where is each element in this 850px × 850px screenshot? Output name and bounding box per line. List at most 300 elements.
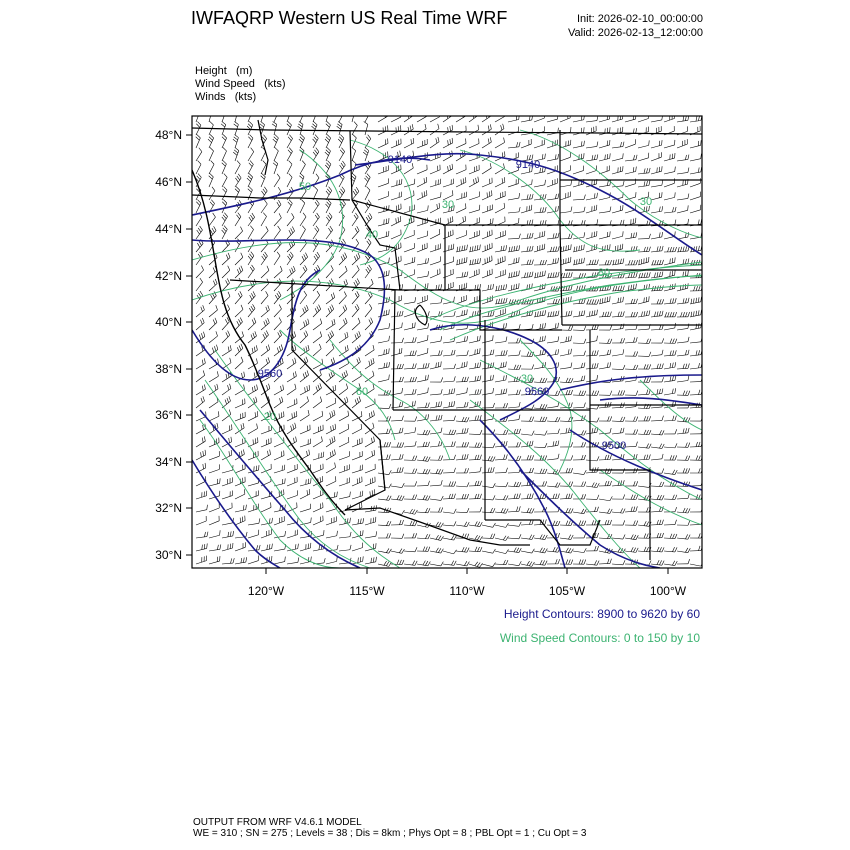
wind-barb xyxy=(599,180,611,187)
wind-barb xyxy=(247,122,253,135)
wind-barb xyxy=(235,161,240,174)
wind-barb xyxy=(456,230,466,239)
wind-barb xyxy=(274,516,284,525)
wind-barb xyxy=(248,530,259,538)
wind-barb xyxy=(469,269,479,278)
wind-barb xyxy=(430,152,440,161)
wind-barb xyxy=(261,173,266,187)
wind-barb xyxy=(677,494,689,499)
wind-barb xyxy=(508,338,521,343)
wind-barb xyxy=(261,252,267,265)
wind-barb xyxy=(651,166,662,174)
wind-barb xyxy=(365,477,375,486)
wind-barb xyxy=(547,454,559,460)
height-contour-label: 9140 xyxy=(515,159,541,171)
wind-barb xyxy=(300,161,305,174)
wind-barb xyxy=(235,174,241,187)
wind-barb xyxy=(313,148,319,161)
wind-barb xyxy=(690,192,701,200)
wind-barb xyxy=(690,286,703,291)
wind-barb xyxy=(651,520,663,525)
wind-barb xyxy=(469,336,480,343)
wind-barb xyxy=(391,467,403,473)
wind-barb xyxy=(196,556,207,564)
wind-barb xyxy=(651,272,663,278)
wind-barb xyxy=(404,533,417,538)
wind-barb xyxy=(235,516,245,525)
wind-barb xyxy=(560,244,571,252)
wind-barb xyxy=(664,547,677,552)
wind-barb xyxy=(235,412,245,421)
wind-barb xyxy=(287,279,295,291)
wind-barb xyxy=(638,153,649,161)
wind-barb xyxy=(599,496,612,500)
wind-barb xyxy=(651,246,663,252)
wind-barb xyxy=(443,468,456,473)
wind-barb xyxy=(625,429,638,434)
wind-barb xyxy=(235,305,243,317)
wind-barb xyxy=(677,139,687,148)
wind-barb xyxy=(443,494,455,499)
wind-barb xyxy=(625,139,635,148)
wind-barb xyxy=(274,345,283,356)
wind-barb xyxy=(350,109,355,122)
wind-barb xyxy=(469,467,481,473)
wind-barb xyxy=(560,207,572,213)
wind-barb xyxy=(235,266,243,278)
wind-barb xyxy=(677,508,690,513)
wind-barb xyxy=(482,190,492,200)
wind-barb xyxy=(287,292,295,304)
wind-barb xyxy=(690,481,703,486)
wind-barb xyxy=(508,245,520,252)
wind-barb xyxy=(482,243,492,252)
wind-barb xyxy=(248,478,259,486)
wind-barb xyxy=(690,363,702,369)
wind-barb xyxy=(482,375,494,382)
wind-barb xyxy=(417,205,428,213)
wind-barb xyxy=(612,468,625,473)
wind-barb xyxy=(222,317,229,330)
wind-barb xyxy=(365,109,370,122)
wind-barb xyxy=(352,451,362,460)
wind-barb xyxy=(547,246,559,252)
wind-barb xyxy=(404,417,417,422)
wind-barb xyxy=(378,348,389,356)
wind-barb xyxy=(352,122,357,135)
wind-barb xyxy=(300,385,310,395)
wind-barb xyxy=(456,361,467,369)
wind-barb xyxy=(638,296,649,304)
wind-barb xyxy=(482,269,492,278)
wind-barb xyxy=(560,349,571,356)
footer-line-model: OUTPUT FROM WRF V4.6.1 MODEL xyxy=(193,817,362,828)
lat-label: 46°N xyxy=(155,175,182,189)
wind-barb xyxy=(274,544,286,551)
wind-barb xyxy=(560,535,573,540)
wind-barb xyxy=(287,411,297,421)
wind-barb xyxy=(430,137,439,148)
wind-barb xyxy=(430,298,442,304)
wind-barb xyxy=(495,430,508,435)
wind-barb xyxy=(417,335,428,343)
wind-barb xyxy=(222,531,234,538)
wind-barb xyxy=(612,417,625,422)
wind-barb xyxy=(352,477,362,486)
wind-barb xyxy=(352,304,359,317)
wind-barb xyxy=(651,350,663,356)
wind-barb xyxy=(404,521,417,526)
wind-barb xyxy=(300,253,308,265)
wind-barb xyxy=(391,454,403,460)
wind-barb xyxy=(430,269,440,278)
wind-barb xyxy=(521,179,532,187)
wind-barb xyxy=(625,260,638,265)
wind-barb xyxy=(690,350,702,356)
wind-barb xyxy=(391,549,404,554)
wind-barb xyxy=(222,200,227,213)
wind-barb xyxy=(456,428,468,434)
wind-barb xyxy=(495,230,505,239)
wind-barb xyxy=(599,114,610,122)
wind-barb xyxy=(339,492,350,499)
wind-barb xyxy=(651,430,664,435)
wind-barb xyxy=(638,454,650,460)
wind-barb xyxy=(339,464,349,473)
wind-barb xyxy=(261,200,267,213)
wind-barb xyxy=(209,451,219,460)
wind-barb xyxy=(300,396,309,408)
wind-barb xyxy=(339,187,345,200)
wind-barb xyxy=(443,364,456,369)
wind-barb xyxy=(248,213,255,226)
wind-barb xyxy=(196,278,203,291)
wind-barb xyxy=(456,494,469,499)
wind-barb xyxy=(586,482,599,487)
wind-barb xyxy=(404,322,415,330)
wind-barb xyxy=(586,244,597,252)
wind-barb xyxy=(196,148,202,161)
wind-barb xyxy=(521,233,533,239)
wind-barb xyxy=(417,124,426,135)
wind-barb xyxy=(547,178,557,187)
wind-barb xyxy=(287,399,297,408)
wind-barb xyxy=(625,495,638,500)
wind-barb xyxy=(508,127,519,135)
wind-barb xyxy=(456,417,469,422)
wind-barb xyxy=(248,318,256,330)
wind-barb xyxy=(651,377,664,382)
wind-barb xyxy=(339,345,348,356)
wind-barb xyxy=(404,243,414,252)
wind-barb xyxy=(495,549,508,553)
wind-barb xyxy=(651,547,664,552)
wind-barb xyxy=(274,213,281,226)
wind-barb xyxy=(352,465,363,473)
wind-barb xyxy=(352,396,361,408)
wind-barb xyxy=(338,109,344,122)
wind-barb xyxy=(651,232,663,239)
wind-barb xyxy=(560,113,570,122)
wind-barb xyxy=(233,134,238,148)
wind-barb xyxy=(469,521,482,526)
wind-barb xyxy=(196,266,204,278)
wind-barb xyxy=(625,192,636,200)
wind-barb xyxy=(469,192,480,200)
wind-barb xyxy=(325,134,331,148)
wind-barb xyxy=(339,384,348,395)
wind-barb xyxy=(521,194,533,200)
wind-barb xyxy=(508,193,520,200)
wind-barb xyxy=(573,207,585,213)
wind-barb xyxy=(378,521,391,526)
wind-barb xyxy=(599,391,612,396)
wind-barb xyxy=(378,165,388,174)
wind-barb xyxy=(443,125,453,135)
wind-barb xyxy=(612,231,623,239)
wind-barb xyxy=(573,533,586,538)
wind-barb xyxy=(378,191,388,200)
wind-barb xyxy=(352,530,363,538)
wind-barb xyxy=(300,425,310,434)
wind-barb xyxy=(469,389,481,395)
wind-barb xyxy=(443,179,454,187)
wind-barb xyxy=(456,377,469,382)
axis-labels xyxy=(155,128,687,598)
wind-barb xyxy=(612,258,624,265)
wind-barb xyxy=(235,357,243,369)
wind-barb xyxy=(625,535,638,540)
wind-barb xyxy=(599,362,611,369)
wind-barb xyxy=(534,323,546,330)
lat-label: 48°N xyxy=(155,128,182,142)
wind-barb xyxy=(274,451,284,460)
wind-barb xyxy=(430,496,443,500)
wind-barb xyxy=(638,339,651,344)
wind-barb xyxy=(508,271,519,278)
wind-barb xyxy=(339,370,348,382)
wind-barb xyxy=(586,299,599,304)
wind-barb xyxy=(391,295,401,304)
wind-barb xyxy=(248,226,254,239)
wind-barb xyxy=(456,547,469,552)
wind-barb xyxy=(573,494,586,499)
wind-barb xyxy=(326,424,336,434)
wind-barb xyxy=(690,416,703,421)
wind-barb xyxy=(248,504,259,512)
wind-barb xyxy=(235,344,243,356)
wind-barb xyxy=(495,523,508,527)
wind-barb xyxy=(573,548,586,552)
wind-barb xyxy=(378,125,388,135)
wind-barb xyxy=(196,491,207,499)
wind-barb xyxy=(482,467,494,473)
wind-barb xyxy=(209,503,219,512)
wind-barb xyxy=(337,121,342,135)
wind-barb xyxy=(521,417,534,422)
height-contour-label: 9140 xyxy=(387,154,413,166)
wind-barb xyxy=(417,258,429,265)
wind-barb xyxy=(325,108,329,122)
wind-barb xyxy=(664,140,675,148)
wind-barb xyxy=(625,114,636,122)
wind-barb xyxy=(404,363,416,369)
wind-barb xyxy=(638,521,651,526)
wind-barb xyxy=(378,533,391,538)
wind-barb xyxy=(599,207,611,213)
wind-barb xyxy=(482,284,494,291)
wind-barb xyxy=(417,508,430,513)
wind-barb xyxy=(261,279,269,291)
wind-barb xyxy=(495,482,508,487)
wind-barb xyxy=(534,194,546,200)
wind-barb xyxy=(430,469,443,474)
wind-barb xyxy=(625,351,638,356)
wind-barb xyxy=(365,557,377,564)
wind-barb xyxy=(599,416,612,421)
wind-barb xyxy=(469,362,481,369)
wind-barb xyxy=(560,521,573,526)
wind-barb xyxy=(196,134,201,148)
wind-barb xyxy=(326,278,333,291)
wind-barb xyxy=(365,450,375,460)
wind-barb xyxy=(625,417,638,422)
wind-barb xyxy=(430,428,442,434)
wind-barb xyxy=(482,508,495,513)
wind-barb xyxy=(404,495,417,500)
wind-barb xyxy=(560,152,570,161)
wind-barb xyxy=(209,530,220,538)
wind-barb xyxy=(677,428,689,434)
wind-barb xyxy=(612,520,625,525)
wind-barb xyxy=(287,384,296,395)
wind-barb xyxy=(222,331,230,343)
wind-barb xyxy=(404,469,417,474)
wind-barb xyxy=(235,489,245,499)
wind-barb xyxy=(208,134,214,148)
wind-barb xyxy=(612,349,624,356)
wind-barb xyxy=(495,138,505,148)
wind-barb xyxy=(482,403,495,408)
wind-barb xyxy=(560,127,571,135)
wind-barb xyxy=(456,203,466,213)
wind-barb xyxy=(339,478,350,486)
wind-barb xyxy=(586,546,599,551)
wind-barb xyxy=(560,336,571,343)
wind-barb xyxy=(365,399,375,408)
wind-barb xyxy=(247,173,253,187)
wind-barb xyxy=(638,181,650,187)
wind-barb xyxy=(209,147,214,161)
wind-barb xyxy=(560,191,571,200)
wind-barb xyxy=(352,543,363,551)
wind-barb xyxy=(299,134,305,148)
wind-barb xyxy=(234,121,239,135)
wind-barb xyxy=(325,161,331,174)
wind-barb xyxy=(586,231,597,239)
wind-barb xyxy=(261,450,271,460)
wind-barb xyxy=(625,299,638,304)
wind-barb xyxy=(495,362,506,369)
wind-barb xyxy=(625,167,636,174)
wind-barb xyxy=(482,178,492,187)
wind-barb xyxy=(430,244,441,252)
wind-barb xyxy=(313,464,323,473)
wind-barb xyxy=(547,299,560,304)
wind-barb xyxy=(261,226,268,239)
wind-barb xyxy=(222,543,233,551)
wind-speed-contours xyxy=(192,130,702,568)
wind-barb xyxy=(365,358,374,369)
wind-barb xyxy=(417,165,427,174)
wind-barb xyxy=(456,350,468,356)
wind-barb xyxy=(248,304,255,317)
wind-barb xyxy=(209,464,219,473)
wind-barb xyxy=(313,305,321,317)
wind-barb xyxy=(313,490,323,499)
wind-barb xyxy=(417,177,427,187)
wind-barb xyxy=(300,370,309,382)
wind-barb xyxy=(443,376,455,382)
wind-barb xyxy=(417,231,428,239)
wind-contour-label: 40 xyxy=(365,229,379,241)
wind-barb xyxy=(534,417,547,422)
wind-barb xyxy=(612,114,623,122)
wind-barb xyxy=(469,125,479,135)
wind-barb xyxy=(378,470,391,474)
wind-barb xyxy=(326,463,336,473)
wind-barb xyxy=(352,331,360,343)
wind-barb xyxy=(326,449,335,460)
wind-barb xyxy=(664,153,675,161)
wind-barb xyxy=(222,266,230,278)
wind-barb xyxy=(404,481,417,486)
wind-barb xyxy=(378,362,390,369)
wind-barb xyxy=(521,508,534,513)
wind-barb xyxy=(404,124,413,135)
wind-barb xyxy=(391,125,401,135)
wind-barb xyxy=(352,556,363,564)
wind-barb xyxy=(391,534,404,539)
wind-barb xyxy=(586,560,599,565)
wind-barb xyxy=(573,326,586,331)
wind-barb xyxy=(391,112,401,122)
wind-barb xyxy=(547,559,560,564)
wind-barb xyxy=(599,455,611,460)
wind-barb xyxy=(677,559,690,564)
wind-barb xyxy=(417,430,430,435)
wind-barb xyxy=(586,363,598,369)
wind-barb xyxy=(222,491,233,499)
wind-barb xyxy=(261,291,268,304)
wind-barb xyxy=(573,195,585,200)
wind-barb xyxy=(363,147,369,161)
wind-barb xyxy=(417,469,430,474)
wind-barb xyxy=(222,358,231,369)
wind-barb xyxy=(235,557,247,564)
wind-barb xyxy=(508,429,521,434)
wind-contour-label: 20 xyxy=(263,411,277,423)
wind-barb xyxy=(443,535,456,540)
wind-barb xyxy=(222,226,228,239)
wind-barb xyxy=(690,468,703,473)
wind-barb xyxy=(352,424,362,434)
wind-barb xyxy=(456,126,466,135)
wind-barb xyxy=(508,402,520,408)
wind-barb xyxy=(664,534,677,539)
wind-barb xyxy=(469,494,482,499)
wind-barb xyxy=(573,470,586,474)
